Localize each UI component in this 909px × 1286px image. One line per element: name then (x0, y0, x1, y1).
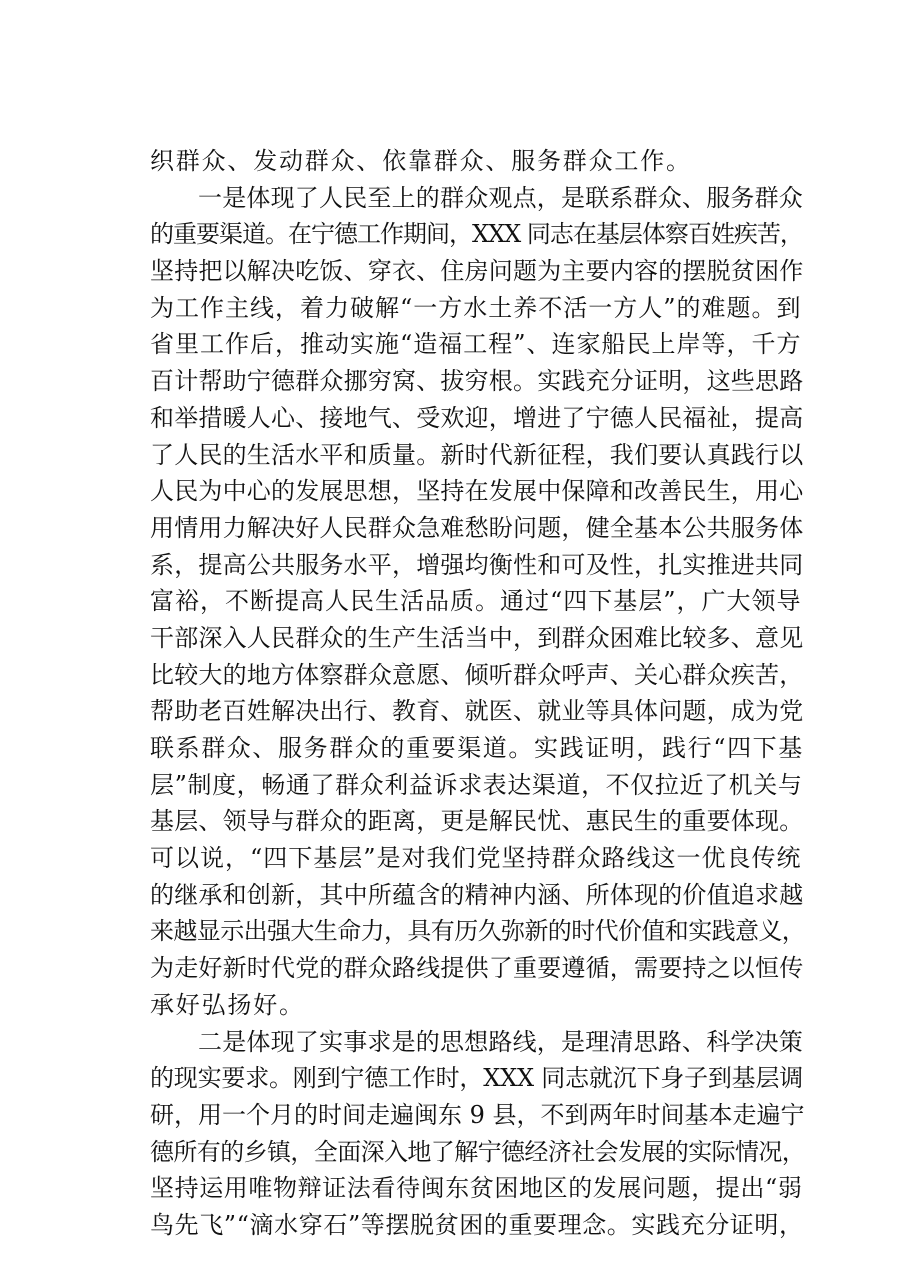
text-line: 德所有的乡镇，全面深入地了解宁德经济社会发展的实际情况， (150, 1137, 806, 1166)
text-line: 鸟先飞”“滴水穿石”等摆脱贫困的重要理念。实践充分证明， (150, 1210, 804, 1239)
text-line: 富裕，不断提高人民生活品质。通过“四下基层”，广大领导 (150, 587, 802, 616)
text-line: 基层、领导与群众的距离，更是解民忧、惠民生的重要体现。 (150, 807, 804, 836)
text-line: 研，用一个月的时间走遍闽东 9 县，不到两年时间基本走遍宁 (150, 1100, 805, 1129)
text-line: 来越显示出强大生命力，具有历久弥新的时代价值和实践意义， (150, 917, 806, 946)
text-line: 帮助老百姓解决出行、教育、就医、就业等具体问题，成为党 (150, 697, 804, 726)
text-line: 省里工作后，推动实施“造福工程”、连家船民上岸等，千方 (150, 330, 802, 359)
text-line: 二是体现了实事求是的思想路线，是理清思路、科学决策 (198, 1027, 803, 1056)
text-line: 织群众、发动群众、依靠群众、服务群众工作。 (150, 147, 692, 175)
text-line: 坚持把以解决吃饭、穿衣、住房问题为主要内容的摆脱贫困作 (150, 257, 804, 286)
text-line: 了人民的生活水平和质量。新时代新征程，我们要认真践行以 (150, 440, 804, 469)
text-line: 比较大的地方体察群众意愿、倾听群众呼声、关心群众疾苦， (150, 660, 804, 689)
text-line: 层”制度，畅通了群众利益诉求表达渠道，不仅拉近了机关与 (150, 770, 803, 799)
text-line: 百计帮助宁德群众挪穷窝、拔穷根。实践充分证明，这些思路 (150, 367, 804, 396)
text-line: 干部深入人民群众的生产生活当中，到群众困难比较多、意见 (150, 623, 804, 652)
text-line: 的重要渠道。在宁德工作期间，XXX 同志在基层体察百姓疾苦， (150, 220, 803, 249)
text-line: 为走好新时代党的群众路线提供了重要遵循，需要持之以恒传 (150, 954, 804, 983)
text-line: 和举措暖人心、接地气、受欢迎，增进了宁德人民福祉，提高 (150, 403, 804, 432)
text-line: 的现实要求。刚到宁德工作时，XXX 同志就沉下身子到基层调 (150, 1064, 804, 1093)
text-line: 承好弘扬好。 (150, 990, 305, 1019)
text-line: 坚持运用唯物辩证法看待闽东贫困地区的发展问题，提出“弱 (150, 1174, 803, 1203)
text-line: 一是体现了人民至上的群众观点，是联系群众、服务群众 (198, 183, 803, 212)
text-line: 为工作主线，着力破解“一方水土养不活一方人”的难题。到 (150, 293, 802, 322)
text-line: 人民为中心的发展思想，坚持在发展中保障和改善民生，用心 (150, 477, 804, 506)
text-line: 可以说，“四下基层”是对我们党坚持群众路线这一优良传统 (150, 844, 802, 873)
text-line: 联系群众、服务群众的重要渠道。实践证明，践行“四下基 (150, 734, 804, 762)
text-line: 用情用力解决好人民群众急难愁盼问题，健全基本公共服务体 (150, 513, 804, 542)
text-line: 的继承和创新，其中所蕴含的精神内涵、所体现的价值追求越 (150, 880, 804, 909)
body-text (150, 143, 806, 1244)
text-line: 系，提高公共服务水平，增强均衡性和可及性，扎实推进共同 (150, 550, 804, 579)
